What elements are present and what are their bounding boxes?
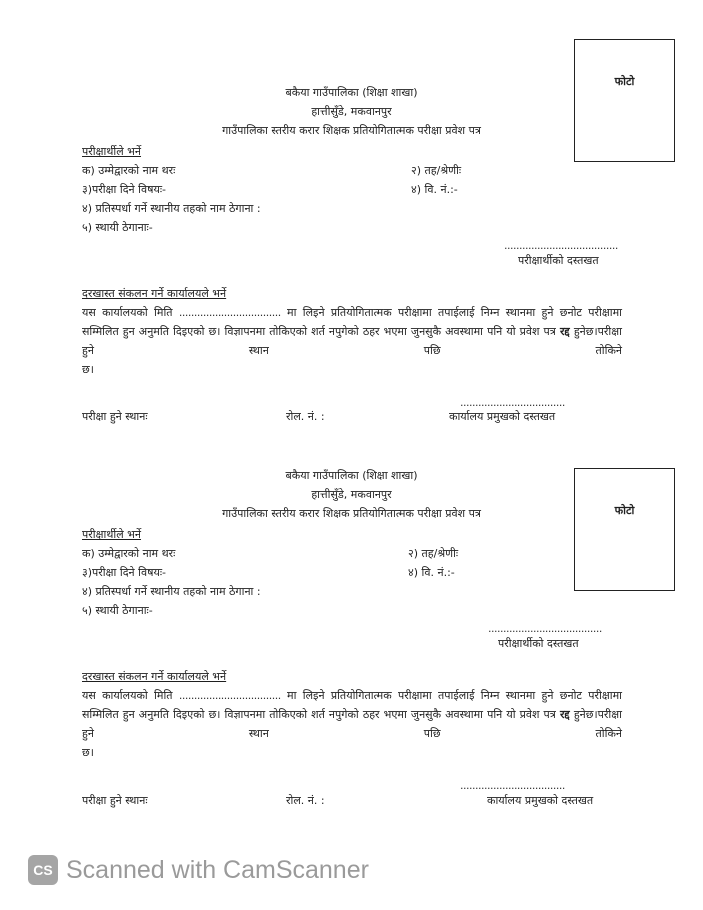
photo-label: फोटो [614, 75, 635, 88]
camscanner-logo-icon: CS [28, 855, 58, 885]
office-instructions [82, 303, 622, 379]
level-field: २) तह/श्रेणीः [411, 164, 462, 177]
para-part-3: हुनेछ।परीक्षा हुने स्थान पछि तोकिने [82, 325, 622, 357]
para-part-1: यस कार्यालयको मिति [82, 689, 173, 702]
photo-box [574, 39, 675, 162]
office-name: बकैया गाउँपालिका (शिक्षा शाखा) [285, 469, 418, 482]
admit-card-2 [0, 433, 703, 833]
para-part-2: मा लिइने प्रतियोगितात्मक परीक्षामा तपाईलाई निम्न स्थानमा हुने छनोट परीक्षामा सम्मिलित हुन अनुमति दिइएको छ। विज्ञापनमा तोकिएको शर्त नपुगेको ठहर भएमा जुनसुकै अवस्थामा पनि यो प्रवेश पत्र [82, 689, 622, 721]
local-level-field: ४) प्रतिस्पर्धा गर्ने स्थानीय तहको नाम ठेगाना : [82, 202, 261, 215]
office-signature-label: कार्यालय प्रमुखको दस्तखत [487, 794, 594, 807]
para-end: छ। [82, 363, 94, 376]
candidate-signature-label: परीक्षार्थीको दस्तखत [498, 637, 579, 650]
para-part-2: मा लिइने प्रतियोगितात्मक परीक्षामा तपाईलाई निम्न स्थानमा हुने छनोट परीक्षामा सम्मिलित हुन अनुमति दिइएको छ। विज्ञापनमा तोकिएको शर्त नपुगेको ठहर भएमा जुनसुकै अवस्थामा पनि यो प्रवेश पत्र [82, 306, 622, 338]
candidate-name-field: क) उम्मेद्वारको नाम थरः [82, 164, 176, 177]
local-level-field: ४) प्रतिस्पर्धा गर्ने स्थानीय तहको नाम ठेगाना : [82, 585, 261, 598]
cancel-word: रद्द [559, 708, 570, 721]
roll-no-field: रोल. नं. : [286, 794, 325, 807]
para-part-1: यस कार्यालयको मिति [82, 306, 173, 319]
office-signature-line: ................................... [460, 779, 565, 792]
exam-place-field: परीक्षा हुने स्थानः [82, 794, 148, 807]
office-name: बकैया गाउँपालिका (शिक्षा शाखा) [285, 86, 418, 99]
office-signature-label: कार्यालय प्रमुखको दस्तखत [449, 410, 556, 423]
permanent-address-field: ५) स्थायी ठेगानाः- [82, 221, 153, 234]
office-address: हात्तीसुँडे, मकवानपुर [311, 488, 392, 501]
date-blank: .................................. [178, 306, 281, 319]
candidate-section-heading: परीक्षार्थीले भर्ने [82, 145, 142, 158]
candidate-signature-line: ...................................... [504, 239, 618, 252]
office-instructions [82, 686, 622, 762]
card-title: गाउँपालिका स्तरीय करार शिक्षक प्रतियोगितात्मक परीक्षा प्रवेश पत्र [222, 507, 481, 520]
advertisement-no-field: ४) वि. नं.:- [411, 183, 458, 196]
para-end: छ। [82, 746, 94, 759]
office-signature-line: ................................... [460, 396, 565, 409]
permanent-address-field: ५) स्थायी ठेगानाः- [82, 604, 153, 617]
candidate-name-field: क) उम्मेद्वारको नाम थरः [82, 547, 176, 560]
office-section-heading: दरखास्त संकलन गर्ने कार्यालयले भर्ने [82, 287, 227, 300]
candidate-signature-label: परीक्षार्थीको दस्तखत [518, 254, 599, 267]
para-part-3: हुनेछ।परीक्षा हुने स्थान पछि तोकिने [82, 708, 622, 740]
photo-label: फोटो [614, 504, 635, 517]
roll-no-field: रोल. नं. : [286, 410, 325, 423]
date-blank: .................................. [178, 689, 281, 702]
exam-subject-field: ३)परीक्षा दिने विषयः- [82, 183, 167, 196]
office-address: हात्तीसुँडे, मकवानपुर [311, 105, 392, 118]
office-section-heading: दरखास्त संकलन गर्ने कार्यालयले भर्ने [82, 670, 227, 683]
cancel-word: रद्द [559, 325, 570, 338]
admit-card-1 [0, 0, 703, 423]
exam-place-field: परीक्षा हुने स्थानः [82, 410, 148, 423]
card-title: गाउँपालिका स्तरीय करार शिक्षक प्रतियोगितात्मक परीक्षा प्रवेश पत्र [222, 124, 481, 137]
exam-subject-field: ३)परीक्षा दिने विषयः- [82, 566, 167, 579]
photo-box [574, 468, 675, 591]
advertisement-no-field: ४) वि. नं.:- [408, 566, 455, 579]
camscanner-watermark [28, 853, 369, 887]
candidate-signature-line: ...................................... [488, 622, 602, 635]
watermark-text: Scanned with CamScanner [66, 855, 369, 884]
level-field: २) तह/श्रेणीः [408, 547, 459, 560]
candidate-section-heading: परीक्षार्थीले भर्ने [82, 528, 142, 541]
